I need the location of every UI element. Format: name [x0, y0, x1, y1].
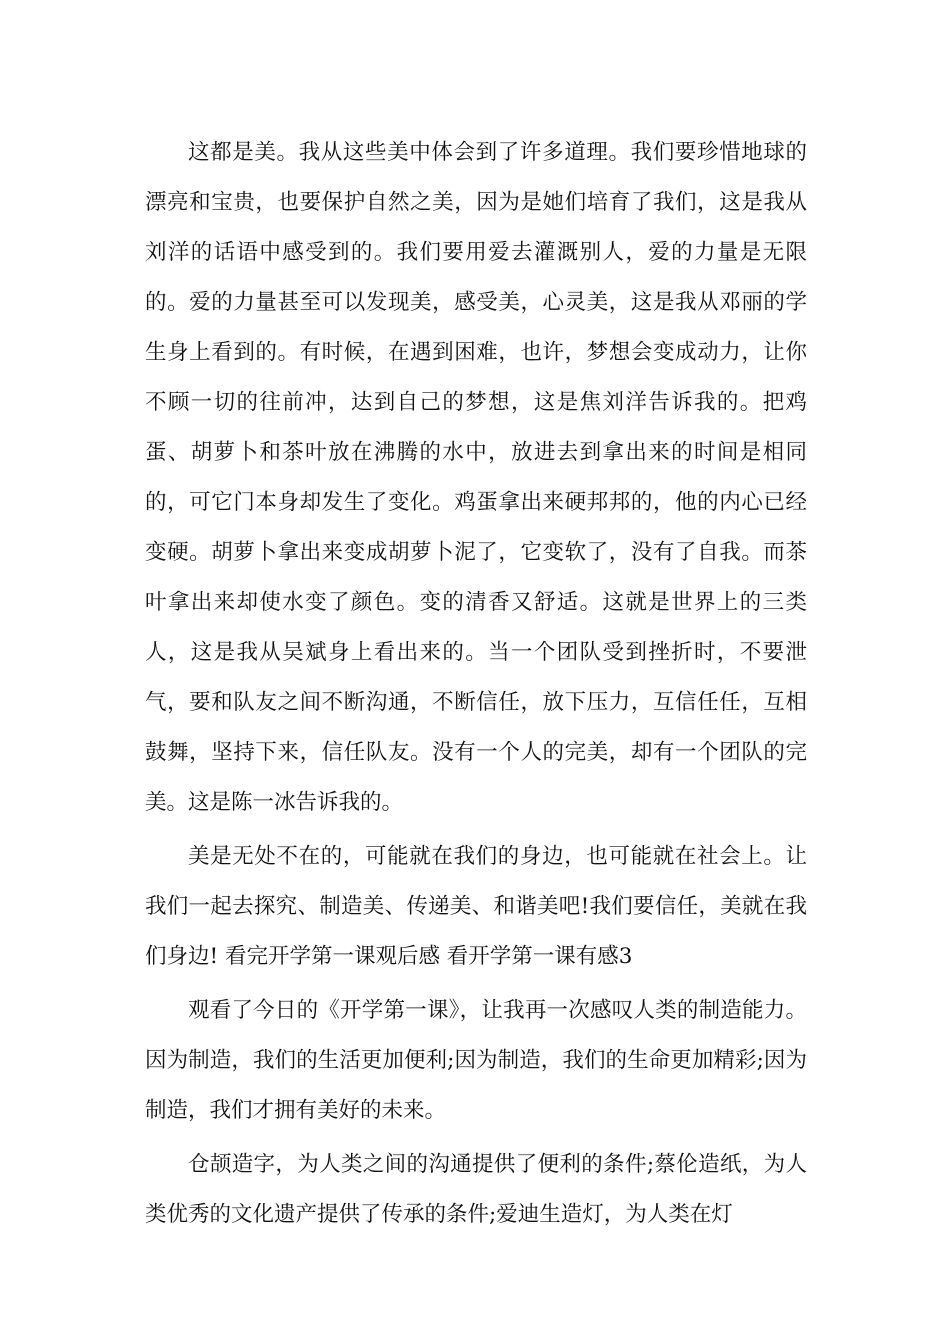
- paragraph: 美是无处不在的，可能就在我们的身边，也可能就在社会上。让我们一起去探究、制造美、传递美、和谐美吧!我们要信任，美就在我们身边! 看完开学第一课观后感 看开学第一课有感3: [145, 844, 807, 969]
- paragraph: 这都是美。我从这些美中体会到了许多道理。我们要珍惜地球的漂亮和宝贵，也要保护自然之美，因为是她们培育了我们，这是我从刘洋的话语中感受到的。我们要用爱去灌溉别人，爱的力量是无限的。爱的力量甚至可以发现美，感受美，心灵美，这是我从邓丽的学生身上看到的。有时候，在遇到困难，也许，梦想会变成动力，让你不顾一切的往前冲，达到自己的梦想，这是焦刘洋告诉我的。把鸡蛋、胡萝卜和茶叶放在沸腾的水中，放进去到拿出来的时间是相同的，可它门本身却发生了变化。鸡蛋拿出来硬邦邦的，他的内心已经变硬。胡萝卜拿出来变成胡萝卜泥了，它变软了，没有了自我。而茶叶拿出来却使水变了颜色。变的清香又舒适。这就是世界上的三类人，这是我从吴斌身上看出来的。当一个团队受到挫折时，不要泄气，要和队友之间不断沟通，不断信任，放下压力，互信任任，互相鼓舞，坚持下来，信任队友。没有一个人的完美，却有一个团队的完美。这是陈一冰告诉我的。: [145, 140, 807, 815]
- paragraph: 仓颉造字，为人类之间的沟通提供了便利的条件;蔡伦造纸，为人类优秀的文化遗产提供了传承的条件;爱迪生造灯，为人类在灯: [145, 1152, 807, 1227]
- paragraph: 观看了今日的《开学第一课》，让我再一次感叹人类的制造能力。因为制造，我们的生活更加便利;因为制造，我们的生命更加精彩;因为制造，我们才拥有美好的未来。: [145, 998, 807, 1123]
- body-text: [145, 128, 807, 1244]
